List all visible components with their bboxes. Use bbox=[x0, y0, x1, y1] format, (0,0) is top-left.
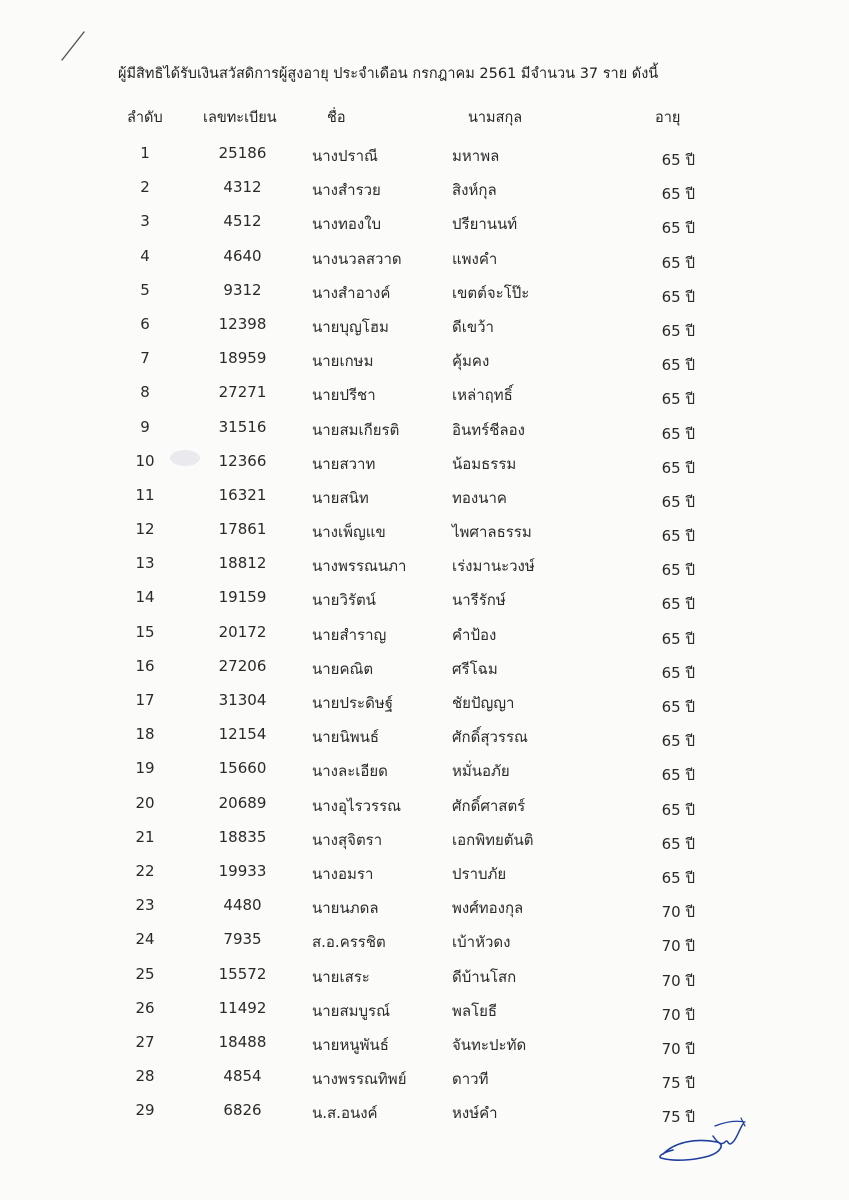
table-row bbox=[0, 1063, 849, 1097]
row-first-name: นายวิรัตน์ bbox=[312, 591, 376, 610]
table-row bbox=[0, 858, 849, 892]
row-registration: 4512 bbox=[223, 212, 262, 231]
row-registration: 31516 bbox=[218, 417, 267, 436]
row-first-name: นายสวาท bbox=[312, 454, 376, 473]
row-last-name: ปราบภัย bbox=[452, 864, 507, 883]
table-row bbox=[0, 892, 849, 926]
row-index: 22 bbox=[135, 861, 155, 880]
row-first-name: นางละเอียด bbox=[312, 762, 388, 781]
row-age: 65 ปี bbox=[661, 766, 695, 785]
row-registration: 9312 bbox=[223, 280, 262, 299]
row-first-name: นายปรีชา bbox=[312, 386, 376, 405]
row-registration: 25186 bbox=[218, 144, 267, 162]
row-last-name: เร่งมานะวงษ์ bbox=[452, 557, 535, 576]
row-last-name: สิงห์กุล bbox=[452, 181, 497, 200]
row-index: 11 bbox=[135, 485, 155, 504]
row-last-name: พงศ์ทองกุล bbox=[452, 899, 524, 918]
row-last-name: ทองนาค bbox=[452, 488, 507, 507]
row-index: 5 bbox=[140, 280, 150, 299]
row-first-name: นายเสระ bbox=[312, 967, 370, 986]
row-first-name: นายคณิต bbox=[312, 659, 374, 678]
pen-stroke-icon bbox=[58, 28, 88, 64]
row-last-name: น้อมธรรม bbox=[452, 454, 517, 473]
row-first-name: นางพรรณทิพย์ bbox=[312, 1070, 407, 1089]
table-row bbox=[0, 482, 849, 516]
row-index: 1 bbox=[140, 144, 150, 162]
row-first-name: นายนภดล bbox=[312, 899, 379, 918]
row-age: 65 ปี bbox=[661, 219, 695, 238]
row-index: 20 bbox=[135, 793, 155, 812]
row-index: 9 bbox=[140, 417, 150, 436]
row-last-name: ดาวที bbox=[452, 1070, 489, 1089]
column-header-index: ลำดับ bbox=[127, 110, 163, 126]
row-index: 17 bbox=[135, 691, 155, 709]
table-row bbox=[0, 311, 849, 345]
row-index: 13 bbox=[135, 554, 155, 573]
row-registration: 4480 bbox=[223, 896, 262, 915]
row-registration: 18812 bbox=[218, 554, 267, 573]
row-age: 65 ปี bbox=[661, 732, 695, 751]
row-age: 65 ปี bbox=[661, 390, 695, 409]
document-heading: ผู้มีสิทธิได้รับเงินสวัสดิการผู้สูงอายุ ประจำเดือน กรกฎาคม 2561 มีจำนวน 37 ราย ดังนี้ bbox=[118, 66, 659, 82]
row-registration: 31304 bbox=[218, 691, 267, 709]
row-first-name: นายสนิท bbox=[312, 488, 369, 507]
row-last-name: อินทร์ชีลอง bbox=[452, 420, 525, 439]
row-first-name: นายสมเกียรติ bbox=[312, 420, 400, 439]
row-registration: 12398 bbox=[218, 314, 267, 333]
row-age: 65 ปี bbox=[661, 834, 695, 853]
row-age: 70 ปี bbox=[661, 903, 695, 922]
row-age: 65 ปี bbox=[661, 458, 695, 477]
row-age: 65 ปี bbox=[661, 698, 695, 716]
row-last-name: ศักดิ์ศาสตร์ bbox=[452, 796, 526, 815]
row-registration: 11492 bbox=[218, 998, 267, 1017]
table-row bbox=[0, 140, 849, 174]
table-row bbox=[0, 414, 849, 448]
row-age: 65 ปี bbox=[661, 527, 695, 546]
row-first-name: นางสุจิตรา bbox=[312, 830, 383, 849]
row-age: 65 ปี bbox=[661, 800, 695, 819]
table-row bbox=[0, 824, 849, 858]
row-index: 6 bbox=[140, 314, 150, 333]
table-row bbox=[0, 961, 849, 995]
table-row bbox=[0, 448, 849, 482]
row-age: 70 ปี bbox=[661, 1005, 695, 1024]
row-first-name: นายบุญโฮม bbox=[312, 317, 389, 336]
row-first-name: นางอุไรวรรณ bbox=[312, 796, 402, 815]
row-registration: 17861 bbox=[218, 520, 267, 539]
row-index: 26 bbox=[135, 998, 155, 1017]
row-registration: 16321 bbox=[218, 485, 267, 504]
row-age: 65 ปี bbox=[661, 595, 695, 614]
row-index: 10 bbox=[135, 451, 155, 470]
row-registration: 27206 bbox=[218, 656, 267, 675]
row-registration: 4312 bbox=[223, 178, 262, 197]
row-first-name: นางปราณี bbox=[312, 147, 378, 165]
row-last-name: คำป้อง bbox=[452, 625, 497, 644]
row-age: 65 ปี bbox=[661, 424, 695, 443]
table-row bbox=[0, 653, 849, 687]
row-last-name: หงษ์คำ bbox=[452, 1104, 498, 1123]
row-age: 65 ปี bbox=[661, 321, 695, 340]
signature-mark bbox=[655, 1112, 750, 1167]
row-first-name: นายประดิษฐ์ bbox=[312, 694, 394, 712]
row-age: 65 ปี bbox=[661, 151, 695, 169]
row-index: 16 bbox=[135, 656, 155, 675]
row-age: 65 ปี bbox=[661, 492, 695, 511]
row-index: 27 bbox=[135, 1032, 155, 1051]
row-last-name: ปรียานนท์ bbox=[452, 215, 518, 234]
row-age: 65 ปี bbox=[661, 561, 695, 580]
row-registration: 7935 bbox=[223, 930, 262, 949]
table-row bbox=[0, 619, 849, 653]
row-last-name: ไพศาลธรรม bbox=[452, 523, 532, 542]
row-last-name: คุ้มคง bbox=[452, 352, 490, 371]
row-index: 14 bbox=[135, 588, 155, 607]
row-registration: 19933 bbox=[218, 861, 267, 880]
column-header-first-name: ชื่อ bbox=[327, 110, 346, 126]
column-header-age: อายุ bbox=[655, 110, 681, 126]
row-registration: 18835 bbox=[218, 827, 267, 846]
table-row bbox=[0, 755, 849, 789]
row-age: 65 ปี bbox=[661, 356, 695, 375]
row-first-name: นางพรรณนภา bbox=[312, 557, 407, 576]
row-index: 18 bbox=[135, 725, 155, 744]
table-row bbox=[0, 208, 849, 242]
row-age: 65 ปี bbox=[661, 629, 695, 648]
recipient-table bbox=[0, 140, 849, 1131]
row-last-name: มหาพล bbox=[452, 147, 500, 165]
row-last-name: ศักดิ์สุวรรณ bbox=[452, 728, 528, 747]
row-index: 19 bbox=[135, 759, 155, 778]
row-registration: 18959 bbox=[218, 349, 267, 368]
row-index: 7 bbox=[140, 349, 150, 368]
row-first-name: นายสำราญ bbox=[312, 625, 387, 644]
row-index: 21 bbox=[135, 827, 155, 846]
row-last-name: เอกพิทยตันติ bbox=[452, 830, 534, 849]
row-last-name: ดีเขว้า bbox=[452, 317, 494, 336]
row-index: 3 bbox=[140, 212, 150, 231]
row-last-name: ชัยปัญญา bbox=[452, 694, 515, 712]
row-age: 75 ปี bbox=[661, 1074, 695, 1093]
row-registration: 20689 bbox=[218, 793, 267, 812]
row-first-name: นางทองใบ bbox=[312, 215, 382, 234]
row-last-name: นารีรักษ์ bbox=[452, 591, 506, 610]
table-row bbox=[0, 995, 849, 1029]
table-row bbox=[0, 1029, 849, 1063]
row-age: 70 ปี bbox=[661, 937, 695, 956]
row-last-name: พลโยธี bbox=[452, 1001, 498, 1020]
row-age: 75 ปี bbox=[661, 1108, 695, 1127]
row-index: 23 bbox=[135, 896, 155, 915]
row-age: 70 ปี bbox=[661, 971, 695, 990]
row-age: 65 ปี bbox=[661, 663, 695, 682]
row-age: 70 ปี bbox=[661, 1039, 695, 1058]
row-registration: 15572 bbox=[218, 964, 267, 983]
row-first-name: นายเกษม bbox=[312, 352, 374, 371]
row-age: 65 ปี bbox=[661, 253, 695, 272]
table-row bbox=[0, 379, 849, 413]
row-age: 65 ปี bbox=[661, 287, 695, 306]
table-row bbox=[0, 721, 849, 755]
row-registration: 6826 bbox=[223, 1101, 262, 1120]
row-index: 29 bbox=[135, 1101, 155, 1120]
table-row bbox=[0, 174, 849, 208]
row-first-name: น.ส.อนงค์ bbox=[312, 1104, 378, 1123]
row-last-name: เขตต์จะโป๊ะ bbox=[452, 283, 530, 302]
row-index: 2 bbox=[140, 178, 150, 197]
table-row bbox=[0, 550, 849, 584]
row-registration: 20172 bbox=[218, 622, 267, 641]
table-row bbox=[0, 790, 849, 824]
row-registration: 12366 bbox=[218, 451, 267, 470]
row-first-name: นางเพ็ญแข bbox=[312, 523, 386, 542]
table-row bbox=[0, 516, 849, 550]
row-first-name: นางนวลสวาด bbox=[312, 249, 402, 268]
row-last-name: ศรีโฉม bbox=[452, 659, 498, 678]
table-row bbox=[0, 345, 849, 379]
row-index: 24 bbox=[135, 930, 155, 949]
row-registration: 15660 bbox=[218, 759, 267, 778]
table-row bbox=[0, 687, 849, 721]
row-index: 8 bbox=[140, 383, 150, 402]
row-registration: 18488 bbox=[218, 1032, 267, 1051]
row-first-name: นางสำอางค์ bbox=[312, 283, 391, 302]
column-header-registration: เลขทะเบียน bbox=[203, 110, 277, 126]
row-registration: 12154 bbox=[218, 725, 267, 744]
row-first-name: นางสำรวย bbox=[312, 181, 381, 200]
row-first-name: นางอมรา bbox=[312, 864, 374, 883]
row-index: 28 bbox=[135, 1067, 155, 1086]
row-index: 25 bbox=[135, 964, 155, 983]
table-row bbox=[0, 584, 849, 618]
row-age: 65 ปี bbox=[661, 185, 695, 204]
row-index: 12 bbox=[135, 520, 155, 539]
row-registration: 19159 bbox=[218, 588, 267, 607]
table-row bbox=[0, 243, 849, 277]
row-last-name: เบ้าหัวดง bbox=[452, 933, 511, 952]
row-last-name: ดีบ้านโสก bbox=[452, 967, 517, 986]
row-first-name: ส.อ.ครรชิต bbox=[312, 933, 386, 952]
row-last-name: เหล่าฤทธิ์ bbox=[452, 386, 513, 405]
row-first-name: นายหนูพันธ์ bbox=[312, 1035, 389, 1054]
row-first-name: นายสมบูรณ์ bbox=[312, 1001, 391, 1020]
table-row bbox=[0, 277, 849, 311]
row-last-name: หมั่นอภัย bbox=[452, 762, 510, 781]
row-last-name: จันทะปะทัด bbox=[452, 1035, 527, 1054]
row-index: 4 bbox=[140, 246, 150, 265]
row-registration: 27271 bbox=[218, 383, 267, 402]
table-row bbox=[0, 926, 849, 960]
row-index: 15 bbox=[135, 622, 155, 641]
row-last-name: แพงคำ bbox=[452, 249, 498, 268]
row-registration: 4854 bbox=[223, 1067, 262, 1086]
row-first-name: นายนิพนธ์ bbox=[312, 728, 380, 747]
row-age: 65 ปี bbox=[661, 868, 695, 887]
column-header-last-name: นามสกุล bbox=[468, 110, 523, 126]
row-registration: 4640 bbox=[223, 246, 262, 265]
